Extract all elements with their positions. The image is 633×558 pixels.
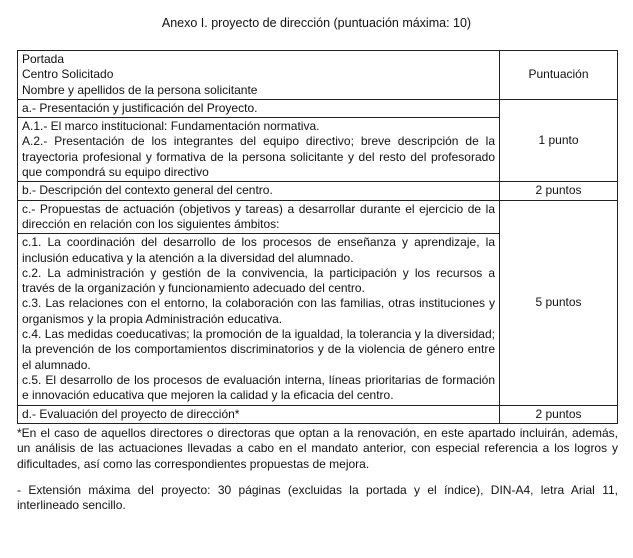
section-a-heading: a.- Presentación y justificación del Proyecto. xyxy=(18,99,500,117)
table-row xyxy=(18,405,618,423)
table-row xyxy=(18,200,618,234)
page-title: Anexo I. proyecto de dirección (puntuación máxima: 10) xyxy=(161,16,472,30)
section-c-points: 5 puntos xyxy=(500,200,618,405)
table-row xyxy=(18,99,618,117)
header-row xyxy=(18,51,618,100)
section-c-items xyxy=(18,234,500,405)
section-b-points: 2 puntos xyxy=(500,182,618,200)
score-header: Puntuación xyxy=(500,51,618,100)
section-a-points: 1 punto xyxy=(500,99,618,181)
item-a1: A.1.- El marco institucional: Fundamentación normativa. xyxy=(22,119,320,134)
table-row xyxy=(18,182,618,200)
item-a2: A.2.- Presentación de los integrantes del equipo directivo; breve descripción de la trayectoria profesional y formativa de la persona solicitante y del resto del profesorado que compondrá su equipo directivo xyxy=(22,134,495,180)
extension-note: - Extensión máxima del proyecto: 30 páginas (excluidas la portada y el índice), DIN-A4, letra Arial 11, interlineado sencillo. xyxy=(17,483,618,513)
header-cell xyxy=(18,51,500,100)
section-d-points: 2 puntos xyxy=(500,405,618,423)
section-c-heading: c.- Propuestas de actuación (objetivos y tareas) a desarrollar durante el ejercicio de la dirección en relación con los siguientes ámbitos: xyxy=(18,200,500,234)
section-d: d.- Evaluación del proyecto de dirección* xyxy=(18,405,500,423)
item-c5: c.5. El desarrollo de los procesos de evaluación interna, líneas prioritarias de formación e innovación educativa que mejoren la calidad y la eficacia del centro. xyxy=(22,372,495,403)
item-c4: c.4. Las medidas coeducativas; la promoción de la igualdad, la tolerancia y la diversidad; la prevención de los comportamientos discriminatorios y de la violencia de género entre el alumnado. xyxy=(22,327,495,372)
header-line-name: Nombre y apellidos de la persona solicitante xyxy=(22,82,258,97)
asterisk-note: *En el caso de aquellos directores o directoras que optan a la renovación, en este apartado incluirán, además, un análisis de las actuaciones llevadas a cabo en el mandato anterior, con especial referencia a los logros y dificultades, así como las correspondientes propuestas de mejora. xyxy=(17,426,618,471)
header-line-cover: Portada xyxy=(22,52,65,66)
item-c1: c.1. La coordinación del desarrollo de los procesos de enseñanza y aprendizaje, la inclusión educativa y la atención a la diversidad del alumnado. xyxy=(22,235,495,265)
section-a-items xyxy=(18,118,500,182)
evaluation-table xyxy=(17,50,618,424)
section-b: b.- Descripción del contexto general del centro. xyxy=(18,182,500,200)
item-c3: c.3. Las relaciones con el entorno, la colaboración con las familias, otras instituciones y organismos y la propia Administración educativa. xyxy=(22,296,495,326)
header-line-center: Centro Solicitado xyxy=(22,67,114,82)
item-c2: c.2. La administración y gestión de la convivencia, la participación y los recursos a través de la organización y funcionamiento adecuado del centro. xyxy=(22,265,495,296)
